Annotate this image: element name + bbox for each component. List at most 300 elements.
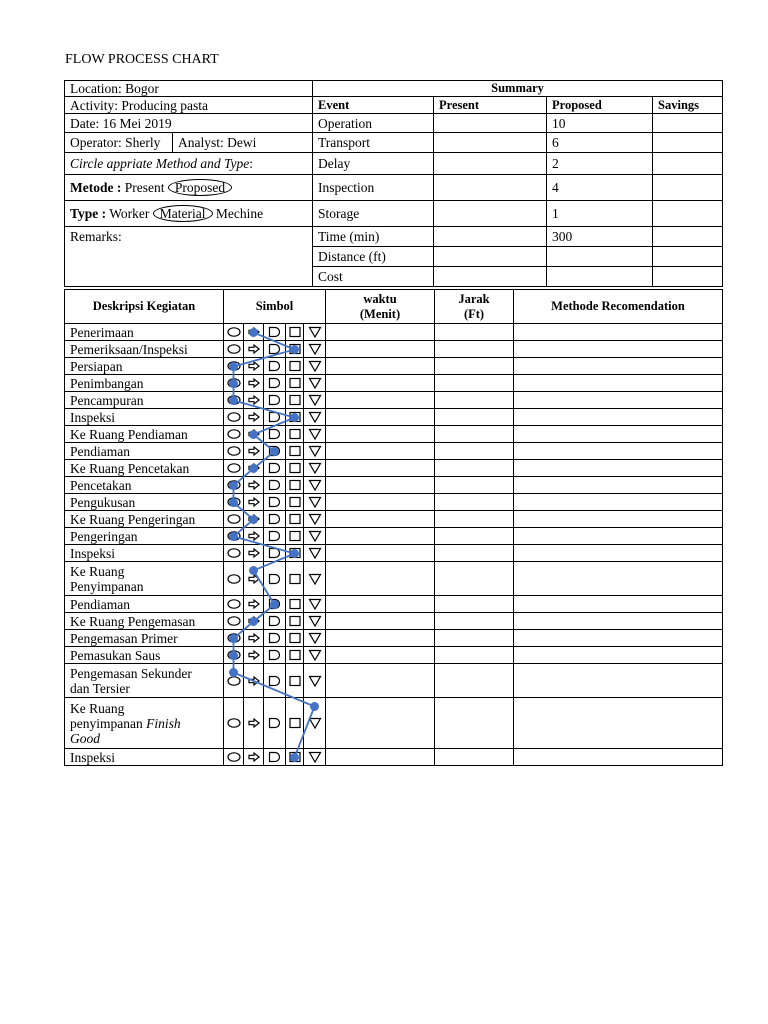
process-row <box>65 511 723 528</box>
col-waktu-line1: waktu <box>363 291 397 306</box>
activity-text: Pengemasan Primer <box>70 630 178 646</box>
activity-description <box>65 358 224 375</box>
waktu-cell <box>326 528 435 545</box>
storage-symbol-icon <box>304 596 326 613</box>
methode-cell <box>514 698 723 749</box>
activity-text: Penyimpanan <box>70 578 144 594</box>
inspection-symbol-icon <box>286 460 304 477</box>
operation-symbol-icon <box>224 477 244 494</box>
delay-symbol-icon <box>264 409 286 426</box>
jarak-cell <box>435 562 514 596</box>
activity-description <box>65 494 224 511</box>
inspection-symbol-icon <box>286 358 304 375</box>
jarak-cell <box>435 664 514 698</box>
jarak-cell <box>435 613 514 630</box>
activity-description <box>65 409 224 426</box>
activity-description <box>65 324 224 341</box>
summary-proposed: 4 <box>547 175 653 201</box>
storage-symbol-icon <box>304 426 326 443</box>
summary-present <box>434 227 547 247</box>
summary-savings <box>653 227 723 247</box>
summary-present <box>434 153 547 175</box>
col-jarak-line1: Jarak <box>458 291 490 306</box>
inspection-symbol-icon <box>286 664 304 698</box>
operation-symbol-icon <box>224 664 244 698</box>
summary-proposed <box>547 267 653 287</box>
transport-symbol-icon <box>244 511 264 528</box>
summary-savings <box>653 114 723 133</box>
operation-symbol-icon <box>224 460 244 477</box>
transport-symbol-icon <box>244 630 264 647</box>
summary-col-proposed: Proposed <box>547 97 653 114</box>
activity-text: Ke Ruang Pendiaman <box>70 426 188 442</box>
metode-choice <box>65 175 313 201</box>
summary-savings <box>653 153 723 175</box>
activity-text: Persiapan <box>70 358 123 374</box>
process-row <box>65 426 723 443</box>
delay-symbol-icon <box>264 392 286 409</box>
waktu-cell <box>326 443 435 460</box>
process-row <box>65 545 723 562</box>
summary-col-savings: Savings <box>653 97 723 114</box>
activity-text: Pengukusan <box>70 494 136 510</box>
process-row <box>65 596 723 613</box>
process-row <box>65 647 723 664</box>
transport-symbol-icon <box>244 562 264 596</box>
methode-cell <box>514 443 723 460</box>
delay-symbol-icon <box>264 562 286 596</box>
summary-event: Time (min) <box>313 227 434 247</box>
delay-symbol-icon <box>264 698 286 749</box>
storage-symbol-icon <box>304 698 326 749</box>
inspection-symbol-icon <box>286 324 304 341</box>
operation-symbol-icon <box>224 341 244 358</box>
jarak-cell <box>435 375 514 392</box>
activity-description <box>65 613 224 630</box>
inspection-symbol-icon <box>286 545 304 562</box>
inspection-symbol-icon <box>286 698 304 749</box>
transport-symbol-icon <box>244 749 264 766</box>
operation-symbol-icon <box>224 511 244 528</box>
transport-symbol-icon <box>244 409 264 426</box>
activity-description <box>65 562 224 596</box>
summary-savings <box>653 133 723 153</box>
inspection-symbol-icon <box>286 409 304 426</box>
storage-symbol-icon <box>304 375 326 392</box>
operation-symbol-icon <box>224 409 244 426</box>
activity-description <box>65 749 224 766</box>
waktu-cell <box>326 341 435 358</box>
transport-symbol-icon <box>244 375 264 392</box>
waktu-cell <box>326 375 435 392</box>
summary-col-event: Event <box>313 97 434 114</box>
inspection-symbol-icon <box>286 562 304 596</box>
process-row <box>65 443 723 460</box>
activity: Activity: Producing pasta <box>65 97 313 114</box>
process-row <box>65 562 723 596</box>
storage-symbol-icon <box>304 409 326 426</box>
waktu-cell <box>326 460 435 477</box>
operation-symbol-icon <box>224 749 244 766</box>
operation-symbol-icon <box>224 630 244 647</box>
process-row <box>65 392 723 409</box>
metode-present: Present <box>124 180 165 195</box>
storage-symbol-icon <box>304 494 326 511</box>
methode-cell <box>514 460 723 477</box>
activity-description <box>65 596 224 613</box>
summary-event: Operation <box>313 114 434 133</box>
methode-cell <box>514 494 723 511</box>
transport-symbol-icon <box>244 647 264 664</box>
transport-symbol-icon <box>244 545 264 562</box>
activity-description <box>65 664 224 698</box>
activity-text: Pendiaman <box>70 443 130 459</box>
summary-savings <box>653 267 723 287</box>
metode-proposed-circled: Proposed <box>168 179 232 196</box>
waktu-cell <box>326 324 435 341</box>
summary-present <box>434 247 547 267</box>
waktu-cell <box>326 358 435 375</box>
summary-proposed <box>547 247 653 267</box>
operation-symbol-icon <box>224 426 244 443</box>
process-row <box>65 630 723 647</box>
delay-symbol-icon <box>264 375 286 392</box>
activity-text: Good <box>70 730 100 746</box>
activity-text: Pendiaman <box>70 596 130 612</box>
col-methode: Methode Recomendation <box>514 290 723 324</box>
summary-present <box>434 133 547 153</box>
transport-symbol-icon <box>244 528 264 545</box>
inspection-symbol-icon <box>286 375 304 392</box>
inspection-symbol-icon <box>286 647 304 664</box>
transport-symbol-icon <box>244 392 264 409</box>
methode-cell <box>514 511 723 528</box>
operation-symbol-icon <box>224 494 244 511</box>
waktu-cell <box>326 562 435 596</box>
remarks: Remarks: <box>65 227 313 287</box>
activity-description <box>65 392 224 409</box>
inspection-symbol-icon <box>286 477 304 494</box>
delay-symbol-icon <box>264 596 286 613</box>
delay-symbol-icon <box>264 460 286 477</box>
activity-text: Ke Ruang Pencetakan <box>70 460 190 476</box>
analyst: Analyst: Dewi <box>173 133 313 153</box>
storage-symbol-icon <box>304 443 326 460</box>
col-jarak <box>435 290 514 324</box>
operation-symbol-icon <box>224 562 244 596</box>
activity-text: Pengeringan <box>70 528 138 544</box>
col-jarak-line2: (Ft) <box>463 306 485 321</box>
activity-text: Inspeksi <box>70 749 115 765</box>
summary-proposed: 6 <box>547 133 653 153</box>
transport-symbol-icon <box>244 358 264 375</box>
activity-description <box>65 375 224 392</box>
jarak-cell <box>435 494 514 511</box>
inspection-symbol-icon <box>286 511 304 528</box>
col-simbol: Simbol <box>224 290 326 324</box>
methode-cell <box>514 324 723 341</box>
summary-present <box>434 175 547 201</box>
waktu-cell <box>326 613 435 630</box>
waktu-cell <box>326 698 435 749</box>
location: Location: Bogor <box>65 81 313 97</box>
jarak-cell <box>435 443 514 460</box>
activity-description <box>65 341 224 358</box>
process-row <box>65 341 723 358</box>
activity-description <box>65 477 224 494</box>
methode-cell <box>514 409 723 426</box>
summary-proposed: 300 <box>547 227 653 247</box>
inspection-symbol-icon <box>286 494 304 511</box>
type-label: Type : <box>70 206 107 221</box>
activity-text: Pemeriksaan/Inspeksi <box>70 341 188 357</box>
waktu-cell <box>326 664 435 698</box>
process-row <box>65 460 723 477</box>
summary-proposed: 1 <box>547 201 653 227</box>
process-row <box>65 749 723 766</box>
transport-symbol-icon <box>244 460 264 477</box>
operator: Operator: Sherly <box>65 133 173 153</box>
type-material-circled: Material <box>153 205 213 222</box>
transport-symbol-icon <box>244 698 264 749</box>
methode-cell <box>514 630 723 647</box>
waktu-cell <box>326 494 435 511</box>
storage-symbol-icon <box>304 341 326 358</box>
storage-symbol-icon <box>304 749 326 766</box>
activity-text: dan Tersier <box>70 680 130 696</box>
activity-description <box>65 630 224 647</box>
storage-symbol-icon <box>304 562 326 596</box>
methode-cell <box>514 375 723 392</box>
waktu-cell <box>326 409 435 426</box>
transport-symbol-icon <box>244 664 264 698</box>
summary-event: Distance (ft) <box>313 247 434 267</box>
header-summary-table <box>64 80 723 287</box>
storage-symbol-icon <box>304 664 326 698</box>
circle-instruction-text: Circle appriate Method and Type <box>70 156 250 171</box>
delay-symbol-icon <box>264 341 286 358</box>
delay-symbol-icon <box>264 443 286 460</box>
waktu-cell <box>326 426 435 443</box>
process-table <box>64 289 723 766</box>
methode-cell <box>514 613 723 630</box>
inspection-symbol-icon <box>286 528 304 545</box>
process-row <box>65 698 723 749</box>
activity-description <box>65 698 224 749</box>
activity-text: Pencetakan <box>70 477 132 493</box>
activity-text: Penerimaan <box>70 324 134 340</box>
transport-symbol-icon <box>244 341 264 358</box>
summary-event: Delay <box>313 153 434 175</box>
operation-symbol-icon <box>224 528 244 545</box>
delay-symbol-icon <box>264 664 286 698</box>
jarak-cell <box>435 409 514 426</box>
delay-symbol-icon <box>264 545 286 562</box>
jarak-cell <box>435 477 514 494</box>
operation-symbol-icon <box>224 613 244 630</box>
delay-symbol-icon <box>264 358 286 375</box>
jarak-cell <box>435 528 514 545</box>
operation-symbol-icon <box>224 392 244 409</box>
activity-text: Ke Ruang Pengeringan <box>70 511 196 527</box>
storage-symbol-icon <box>304 528 326 545</box>
activity-text: Pengemasan Sekunder <box>70 665 192 681</box>
operation-symbol-icon <box>224 324 244 341</box>
delay-symbol-icon <box>264 528 286 545</box>
activity-text: Ke Ruang Pengemasan <box>70 613 196 629</box>
summary-col-present: Present <box>434 97 547 114</box>
storage-symbol-icon <box>304 392 326 409</box>
type-worker: Worker <box>109 206 150 221</box>
process-row <box>65 324 723 341</box>
inspection-symbol-icon <box>286 426 304 443</box>
activity-text: penyimpanan <box>70 715 147 731</box>
activity-description <box>65 647 224 664</box>
jarak-cell <box>435 460 514 477</box>
delay-symbol-icon <box>264 630 286 647</box>
operation-symbol-icon <box>224 443 244 460</box>
delay-symbol-icon <box>264 426 286 443</box>
methode-cell <box>514 664 723 698</box>
transport-symbol-icon <box>244 443 264 460</box>
storage-symbol-icon <box>304 613 326 630</box>
methode-cell <box>514 426 723 443</box>
storage-symbol-icon <box>304 647 326 664</box>
methode-cell <box>514 596 723 613</box>
storage-symbol-icon <box>304 630 326 647</box>
jarak-cell <box>435 426 514 443</box>
summary-event: Transport <box>313 133 434 153</box>
operation-symbol-icon <box>224 375 244 392</box>
storage-symbol-icon <box>304 545 326 562</box>
waktu-cell <box>326 477 435 494</box>
jarak-cell <box>435 630 514 647</box>
summary-event: Inspection <box>313 175 434 201</box>
jarak-cell <box>435 749 514 766</box>
methode-cell <box>514 341 723 358</box>
storage-symbol-icon <box>304 460 326 477</box>
waktu-cell <box>326 545 435 562</box>
process-row <box>65 494 723 511</box>
activity-text: Finish <box>146 715 181 731</box>
inspection-symbol-icon <box>286 443 304 460</box>
inspection-symbol-icon <box>286 630 304 647</box>
transport-symbol-icon <box>244 613 264 630</box>
metode-label: Metode : <box>70 180 122 195</box>
jarak-cell <box>435 341 514 358</box>
delay-symbol-icon <box>264 647 286 664</box>
inspection-symbol-icon <box>286 749 304 766</box>
activity-description <box>65 426 224 443</box>
methode-cell <box>514 749 723 766</box>
summary-present <box>434 201 547 227</box>
methode-cell <box>514 528 723 545</box>
activity-description <box>65 511 224 528</box>
activity-text: Pencampuran <box>70 392 144 408</box>
waktu-cell <box>326 630 435 647</box>
jarak-cell <box>435 324 514 341</box>
storage-symbol-icon <box>304 477 326 494</box>
transport-symbol-icon <box>244 494 264 511</box>
summary-proposed: 2 <box>547 153 653 175</box>
delay-symbol-icon <box>264 494 286 511</box>
operation-symbol-icon <box>224 596 244 613</box>
operation-symbol-icon <box>224 358 244 375</box>
summary-event: Storage <box>313 201 434 227</box>
operation-symbol-icon <box>224 698 244 749</box>
waktu-cell <box>326 596 435 613</box>
process-row <box>65 477 723 494</box>
activity-text: Inspeksi <box>70 409 115 425</box>
transport-symbol-icon <box>244 426 264 443</box>
activity-description <box>65 443 224 460</box>
inspection-symbol-icon <box>286 596 304 613</box>
activity-text: Inspeksi <box>70 545 115 561</box>
jarak-cell <box>435 511 514 528</box>
delay-symbol-icon <box>264 749 286 766</box>
col-waktu <box>326 290 435 324</box>
operation-symbol-icon <box>224 647 244 664</box>
process-row <box>65 528 723 545</box>
summary-savings <box>653 247 723 267</box>
storage-symbol-icon <box>304 358 326 375</box>
delay-symbol-icon <box>264 511 286 528</box>
jarak-cell <box>435 647 514 664</box>
transport-symbol-icon <box>244 596 264 613</box>
operation-symbol-icon <box>224 545 244 562</box>
date: Date: 16 Mei 2019 <box>65 114 313 133</box>
methode-cell <box>514 358 723 375</box>
transport-symbol-icon <box>244 477 264 494</box>
summary-savings <box>653 175 723 201</box>
activity-text: Pemasukan Saus <box>70 647 161 663</box>
process-row <box>65 613 723 630</box>
methode-cell <box>514 477 723 494</box>
jarak-cell <box>435 545 514 562</box>
process-row <box>65 358 723 375</box>
circle-instruction: Circle appriate Method and Type: <box>65 153 313 175</box>
waktu-cell <box>326 749 435 766</box>
summary-event: Cost <box>313 267 434 287</box>
activity-description <box>65 528 224 545</box>
methode-cell <box>514 392 723 409</box>
delay-symbol-icon <box>264 477 286 494</box>
storage-symbol-icon <box>304 511 326 528</box>
activity-text: Ke Ruang <box>70 700 125 716</box>
delay-symbol-icon <box>264 613 286 630</box>
summary-title: Summary <box>313 81 723 97</box>
jarak-cell <box>435 358 514 375</box>
process-row <box>65 409 723 426</box>
chart-title: FLOW PROCESS CHART <box>65 52 219 67</box>
summary-savings <box>653 201 723 227</box>
activity-text: Ke Ruang <box>70 563 125 579</box>
storage-symbol-icon <box>304 324 326 341</box>
summary-present <box>434 267 547 287</box>
type-choice <box>65 201 313 227</box>
col-deskripsi: Deskripsi Kegiatan <box>65 290 224 324</box>
transport-symbol-icon <box>244 324 264 341</box>
methode-cell <box>514 562 723 596</box>
jarak-cell <box>435 392 514 409</box>
activity-description <box>65 460 224 477</box>
methode-cell <box>514 545 723 562</box>
waktu-cell <box>326 392 435 409</box>
inspection-symbol-icon <box>286 341 304 358</box>
jarak-cell <box>435 596 514 613</box>
waktu-cell <box>326 647 435 664</box>
delay-symbol-icon <box>264 324 286 341</box>
